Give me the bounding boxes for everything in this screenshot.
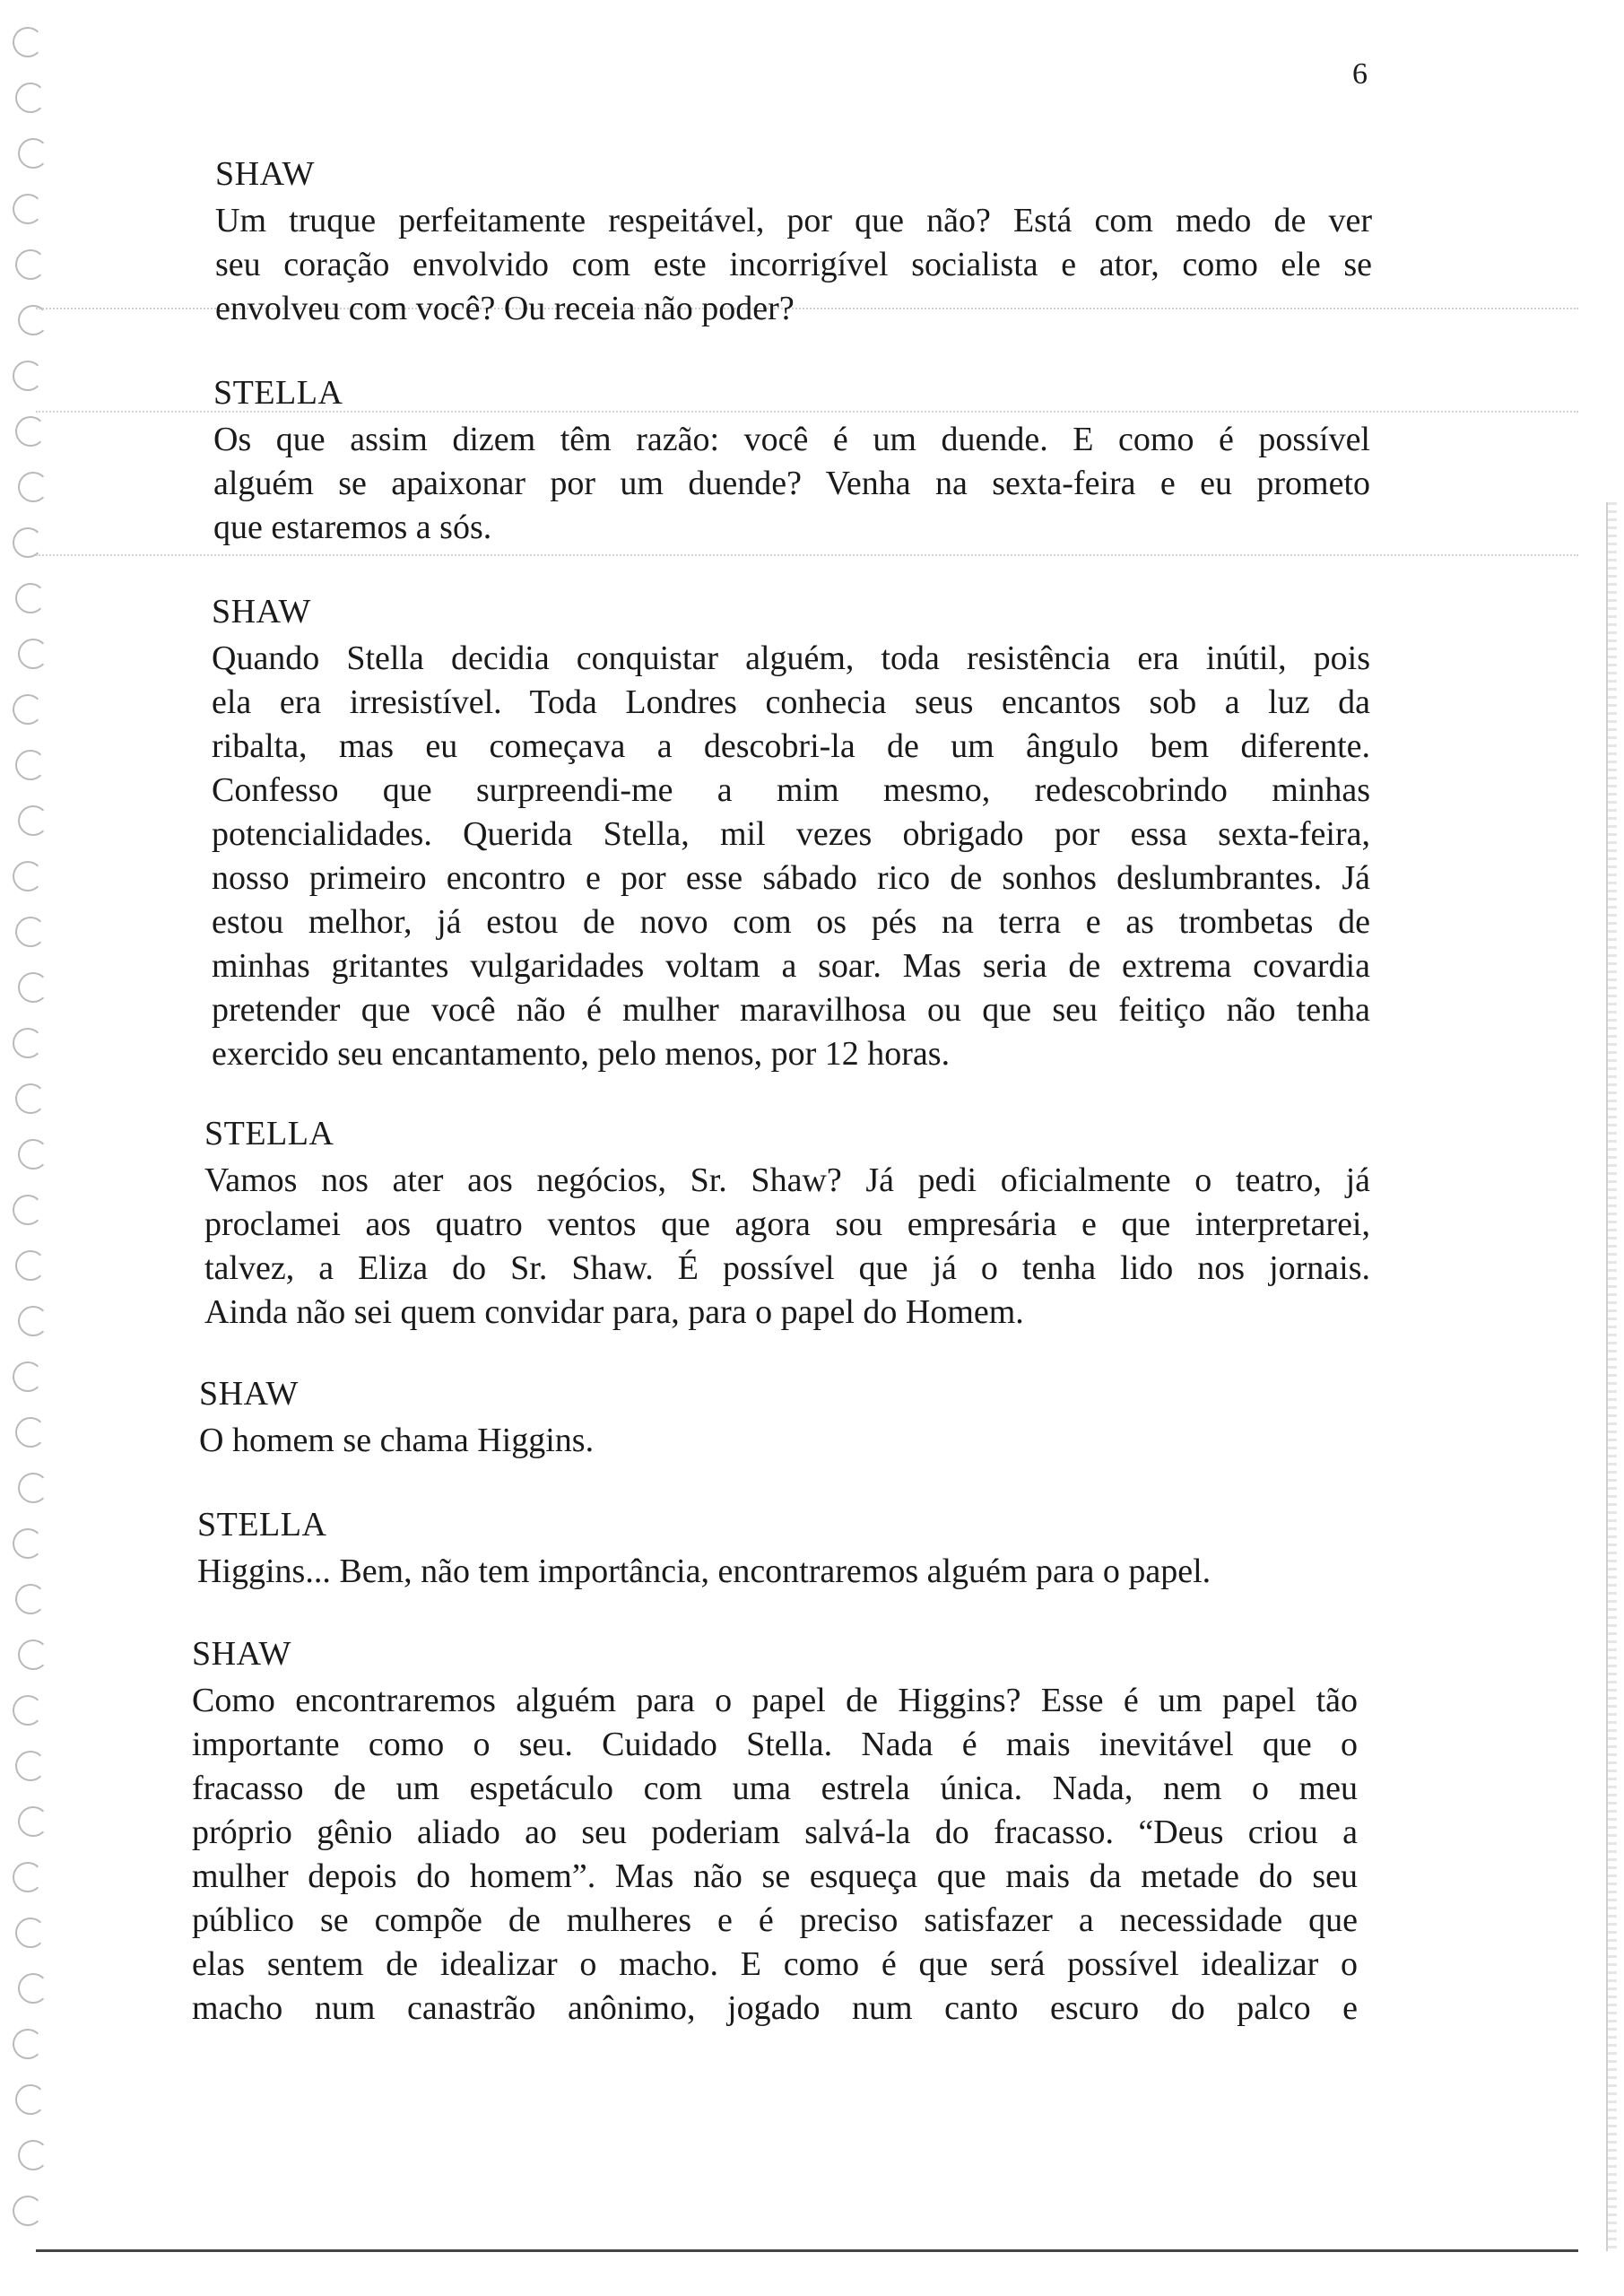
binder-hole [18, 1306, 48, 1336]
binder-hole [18, 1639, 48, 1670]
binder-hole [18, 639, 48, 669]
speech-line: público se compõe de mulheres e é preciso satisfazer a necessidade que [192, 1901, 1358, 1939]
speech-line: próprio gênio aliado ao seu poderiam salvá-la do fracasso. “Deus criou a [192, 1813, 1358, 1851]
binder-hole [15, 2084, 46, 2115]
dialogue-block [199, 1372, 1365, 1463]
binder-hole [13, 1028, 43, 1058]
binder-hole [15, 1751, 46, 1781]
binder-hole [15, 583, 46, 613]
binder-holes [13, 27, 57, 2269]
speaker-name: SHAW [192, 1635, 291, 1673]
binder-hole [13, 2029, 43, 2059]
binder-hole [15, 1250, 46, 1281]
speech-line: importante como o seu. Cuidado Stella. Nada é mais inevitável que o [192, 1726, 1358, 1763]
speech-line: Vamos nos ater aos negócios, Sr. Shaw? Já pedi oficialmente o teatro, já [204, 1161, 1370, 1199]
binder-hole [13, 527, 43, 558]
binder-hole [13, 27, 43, 57]
dialogue-block [204, 1112, 1370, 1335]
binder-hole [18, 805, 48, 836]
binder-hole [13, 194, 43, 224]
dialogue-block [192, 1632, 1358, 2031]
speech-line: alguém se apaixonar por um duende? Venha na sexta-feira e eu prometo [213, 465, 1370, 502]
speech-text [199, 1419, 1365, 1463]
binder-hole [13, 1361, 43, 1392]
binder-hole [18, 472, 48, 502]
scan-artifact-line [36, 554, 1578, 556]
speech-line: potencialidades. Querida Stella, mil vezes obrigado por essa sexta-feira, [212, 815, 1370, 853]
binder-hole [13, 2196, 43, 2226]
speaker-name: STELLA [204, 1115, 334, 1152]
speaker-name: SHAW [215, 155, 315, 193]
speech-text [204, 1159, 1370, 1335]
speech-line: Os que assim dizem têm razão: você é um duende. E como é possível [213, 421, 1370, 458]
binder-hole [18, 2140, 48, 2170]
binder-hole [15, 416, 46, 447]
speaker-name: STELLA [213, 374, 343, 412]
speaker-name: STELLA [197, 1506, 327, 1544]
speech-line: ribalta, mas eu começava a descobri-la de um ângulo bem diferente. [212, 727, 1370, 765]
binder-hole [13, 1862, 43, 1892]
binder-hole [18, 305, 48, 335]
speech-line: exercido seu encantamento, pelo menos, por 12 horas. [212, 1035, 951, 1073]
dialogue-block [215, 152, 1372, 331]
speech-line: talvez, a Eliza do Sr. Shaw. É possível que já o tenha lido nos jornais. [204, 1249, 1370, 1287]
speaker-name: SHAW [199, 1375, 299, 1413]
speaker-name: SHAW [212, 593, 311, 631]
speech-line: estou melhor, já estou de novo com os pés na terra e as trombetas de [212, 903, 1370, 941]
dialogue-block [213, 371, 1370, 550]
binder-hole [13, 694, 43, 725]
speech-line: Ainda não sei quem convidar para, para o papel do Homem. [204, 1293, 1024, 1331]
speech-line: Higgins... Bem, não tem importância, encontraremos alguém para o papel. [197, 1552, 1211, 1590]
binder-hole [18, 138, 48, 169]
speech-line: seu coração envolvido com este incorrigível socialista e ator, como ele se [215, 246, 1372, 283]
speech-line: Confesso que surpreendi-me a mim mesmo, redescobrindo minhas [212, 771, 1370, 809]
speech-line: pretender que você não é mulher maravilhosa ou que seu feitiço não tenha [212, 991, 1370, 1029]
dialogue-block [212, 590, 1370, 1076]
speech-line: macho num canastrão anônimo, jogado num canto escuro do palco e [192, 1989, 1358, 2027]
binder-hole [15, 83, 46, 113]
speech-line: minhas gritantes vulgaridades voltam a soar. Mas seria de extrema covardia [212, 947, 1370, 985]
speech-line: Quando Stella decidia conquistar alguém, toda resistência era inútil, pois [212, 639, 1370, 677]
binder-hole [18, 1973, 48, 2004]
speech-line: O homem se chama Higgins. [199, 1422, 595, 1459]
binder-hole [18, 1473, 48, 1503]
speech-text [197, 1550, 1363, 1594]
speech-line: Um truque perfeitamente respeitável, por que não? Está com medo de ver [215, 202, 1372, 239]
binder-hole [15, 1083, 46, 1114]
speech-line: nosso primeiro encontro e por esse sábado rico de sonhos deslumbrantes. Já [212, 859, 1370, 897]
binder-hole [15, 917, 46, 947]
speech-text [212, 637, 1370, 1076]
binder-hole [13, 361, 43, 391]
speech-text [213, 418, 1370, 550]
speech-line: Como encontraremos alguém para o papel de Higgins? Esse é um papel tão [192, 1682, 1358, 1719]
dialogue-block [197, 1503, 1363, 1594]
binder-hole [13, 861, 43, 891]
speech-text [192, 1679, 1358, 2031]
binder-hole [15, 750, 46, 780]
binder-hole [15, 1584, 46, 1614]
binder-hole [13, 1195, 43, 1225]
speech-line: que estaremos a sós. [213, 509, 492, 546]
binder-hole [13, 1528, 43, 1559]
scan-edge-shadow [1606, 502, 1617, 2251]
binder-hole [18, 972, 48, 1003]
speech-line: fracasso de um espetáculo com uma estrela única. Nada, nem o meu [192, 1770, 1358, 1807]
binder-hole [15, 249, 46, 280]
binder-hole [18, 1139, 48, 1170]
speech-line: ela era irresistível. Toda Londres conhecia seus encantos sob a luz da [212, 683, 1370, 721]
binder-hole [15, 1417, 46, 1448]
speech-text [215, 199, 1372, 331]
speech-line: elas sentem de idealizar o macho. E como é que será possível idealizar o [192, 1945, 1358, 1983]
binder-hole [18, 1806, 48, 1837]
binder-hole [13, 1695, 43, 1726]
binder-hole [15, 1918, 46, 1948]
speech-line: mulher depois do homem”. Mas não se esqueça que mais da metade do seu [192, 1857, 1358, 1895]
speech-line: envolveu com você? Ou receia não poder? [215, 290, 795, 327]
speech-line: proclamei aos quatro ventos que agora sou empresária e que interpretarei, [204, 1205, 1370, 1243]
bottom-rule [36, 2249, 1578, 2252]
page-number: 6 [1352, 57, 1368, 91]
